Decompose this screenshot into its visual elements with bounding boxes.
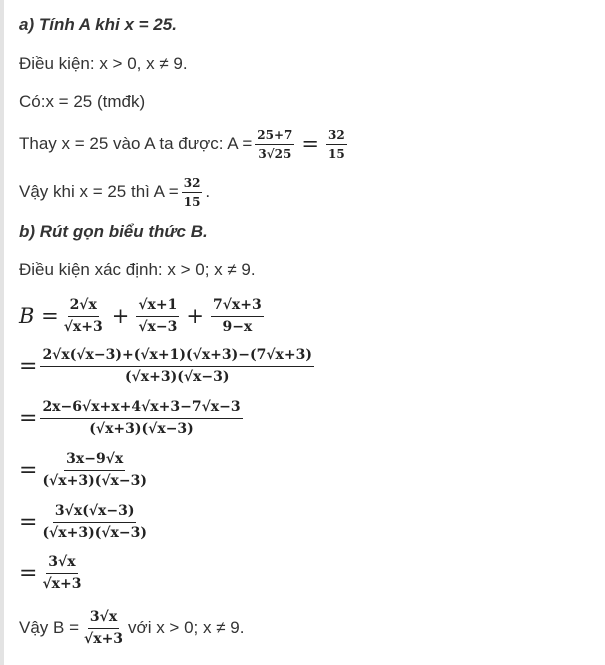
substitution-denominator: 3√25 [258, 146, 292, 161]
b-conclusion-denominator: √x+3 [84, 630, 124, 647]
b-step-3-fraction [40, 451, 149, 490]
part-a-substitution-prefix: Thay x = 25 vào A ta được: A = [19, 134, 253, 153]
b-term1-numerator: 2√x [68, 297, 99, 317]
b-term2-fraction [136, 297, 179, 336]
b-step-4-denominator: (√x+3)(√x−3) [42, 524, 147, 541]
b-step-1-numerator: 2√x(√x−3)+(√x+1)(√x+3)−(7√x+3) [40, 347, 314, 367]
b-definition [19, 294, 267, 338]
b-step-5-denominator: √x+3 [42, 575, 82, 592]
part-a-heading-text: a) Tính A khi x = 25. [19, 15, 177, 34]
part-a-given-text: Có:x = 25 (tmđk) [19, 92, 146, 111]
part-a-substitution [19, 124, 350, 164]
b-term3-numerator: 7√x+3 [211, 297, 264, 317]
b-conclusion-prefix: Vậy B = [19, 618, 80, 637]
b-term1-fraction [62, 297, 105, 336]
b-step-5 [19, 551, 86, 595]
substitution-result-fraction [326, 128, 347, 161]
part-a-conclusion-period: . [205, 182, 211, 201]
part-a-conclusion-fraction [182, 176, 203, 209]
b-step-2-fraction [40, 399, 242, 438]
b-plus-2: + [186, 304, 204, 328]
part-a-condition-text: Điều kiện: x > 0, x ≠ 9. [19, 54, 188, 73]
b-step-4 [19, 500, 152, 544]
substitution-result-numerator: 32 [326, 128, 347, 145]
substitution-result-denominator: 15 [328, 146, 345, 161]
b-step-2-denominator: (√x+3)(√x−3) [89, 420, 194, 437]
part-a-condition [19, 51, 188, 77]
b-conclusion-suffix: với x > 0; x ≠ 9. [128, 618, 245, 637]
b-step-1-fraction [40, 347, 314, 386]
b-step-4-fraction [40, 503, 149, 542]
b-term3-denominator: 9−x [222, 318, 253, 335]
b-step-3-denominator: (√x+3)(√x−3) [42, 472, 147, 489]
b-step-2-numerator: 2x−6√x+x+4√x+3−7√x−3 [40, 399, 242, 419]
part-a-given [19, 89, 145, 115]
b-step-1-equals: = [19, 353, 38, 379]
part-a-heading [19, 12, 177, 38]
left-border-rail [0, 0, 4, 665]
b-step-4-equals: = [19, 509, 38, 535]
part-a-conclusion-prefix: Vậy khi x = 25 thì A = [19, 182, 179, 201]
part-b-heading [19, 219, 208, 245]
b-definition-lhs: B = [19, 304, 59, 328]
b-step-3-equals: = [19, 457, 38, 483]
part-b-condition [19, 257, 256, 283]
part-b-condition-text: Điều kiện xác định: x > 0; x ≠ 9. [19, 260, 256, 279]
b-step-5-numerator: 3√x [46, 554, 77, 574]
b-step-2-equals: = [19, 405, 38, 431]
substitution-fraction [255, 128, 294, 161]
b-term2-denominator: √x−3 [138, 318, 178, 335]
substitution-equals: = [301, 132, 320, 156]
b-step-1 [19, 344, 317, 388]
substitution-numerator: 25+7 [255, 128, 294, 145]
b-conclusion-numerator: 3√x [88, 609, 119, 629]
b-conclusion-fraction [82, 609, 125, 648]
b-term2-numerator: √x+1 [136, 297, 179, 317]
b-term1-denominator: √x+3 [63, 318, 103, 335]
b-step-4-numerator: 3√x(√x−3) [53, 503, 137, 523]
part-a-conclusion-denominator: 15 [183, 194, 201, 209]
part-a-conclusion [19, 172, 210, 212]
b-step-3-numerator: 3x−9√x [64, 451, 125, 471]
part-b-heading-text: b) Rút gọn biểu thức B. [19, 222, 208, 241]
b-step-5-equals: = [19, 560, 38, 586]
b-plus-1: + [111, 304, 130, 328]
part-a-conclusion-numerator: 32 [182, 176, 203, 193]
b-step-2 [19, 396, 246, 440]
b-step-1-denominator: (√x+3)(√x−3) [124, 368, 230, 385]
b-term3-fraction [211, 297, 264, 336]
b-conclusion [19, 606, 244, 650]
b-step-3 [19, 448, 152, 492]
b-step-5-fraction [40, 554, 83, 593]
